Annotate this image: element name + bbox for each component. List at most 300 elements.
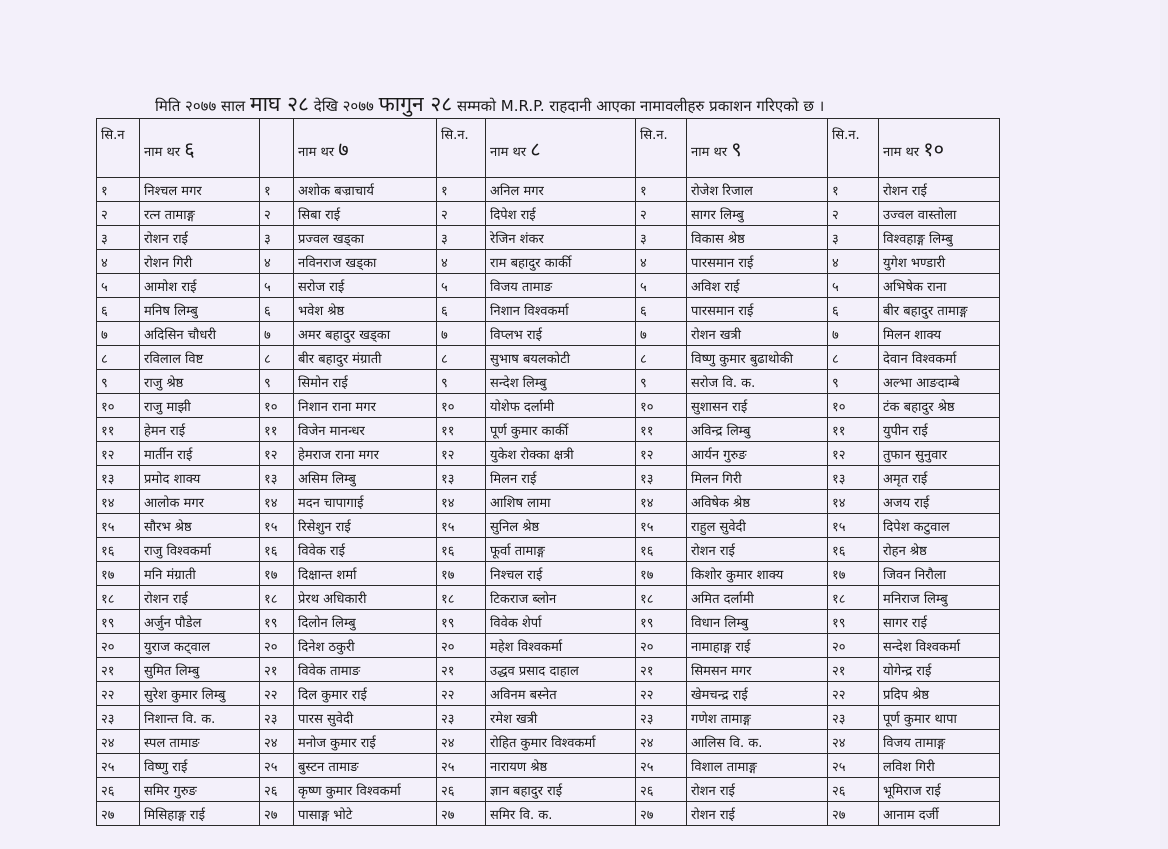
name-cell: सिमोन राई [294,370,437,394]
serial-cell: १५ [260,514,294,538]
table-row [97,658,1000,682]
serial-cell: १३ [828,466,879,490]
name-cell: निश्चल राई [486,562,636,586]
serial-cell: २५ [437,754,486,778]
serial-cell: २६ [636,778,687,802]
serial-cell: ४ [636,250,687,274]
name-cell: निशान राना मगर [294,394,437,418]
name-cell: रमेश खत्री [486,706,636,730]
serial-cell: १ [260,178,294,202]
serial-cell: ९ [636,370,687,394]
name-cell: मिलन शाक्य [879,322,1000,346]
table-row [97,370,1000,394]
serial-cell: १६ [97,538,140,562]
name-cell: मनिष लिम्बु [140,298,260,322]
name-cell: सुमित लिम्बु [140,658,260,682]
name-cell: गणेश तामाङ्ग [687,706,828,730]
name-cell: सिबा राई [294,202,437,226]
header-group-number: ९ [731,136,742,161]
name-cell: अभिषेक राना [879,274,1000,298]
name-cell: विष्णु कुमार बुढाथोकी [687,346,828,370]
name-cell: महेश विश्वकर्मा [486,634,636,658]
table-row [97,538,1000,562]
table-row [97,730,1000,754]
name-cell: रोशन राई [140,226,260,250]
serial-cell: १६ [260,538,294,562]
table-row [97,802,1000,826]
serial-cell: १० [437,394,486,418]
name-cell: रोशन राई [687,778,828,802]
header-name-1 [294,119,437,178]
name-cell: रोशन राई [687,538,828,562]
serial-cell: १२ [828,442,879,466]
serial-cell: ३ [437,226,486,250]
serial-cell: २४ [828,730,879,754]
serial-cell: २ [636,202,687,226]
name-cell: प्रदिप श्रेष्ठ [879,682,1000,706]
serial-cell: १४ [97,490,140,514]
name-cell: रोजेश रिजाल [687,178,828,202]
serial-cell: २० [636,634,687,658]
serial-cell: १३ [260,466,294,490]
serial-cell: ४ [260,250,294,274]
serial-cell: ११ [437,418,486,442]
serial-cell: २२ [97,682,140,706]
serial-cell: २१ [828,658,879,682]
header-name-label: नाम थर [490,144,527,160]
name-cell: लविश गिरी [879,754,1000,778]
serial-cell: १७ [636,562,687,586]
name-cell: आर्यन गुरुङ [687,442,828,466]
table-row [97,178,1000,202]
header-sn-0: सि.न [97,119,140,178]
serial-cell: २३ [97,706,140,730]
name-cell: मार्तीन राई [140,442,260,466]
serial-cell: १९ [828,610,879,634]
serial-cell: २ [260,202,294,226]
name-cell: विजय तामाङ्ग [879,730,1000,754]
serial-cell: १८ [97,586,140,610]
serial-cell: १६ [636,538,687,562]
serial-cell: २६ [260,778,294,802]
serial-cell: २२ [636,682,687,706]
name-cell: भवेश श्रेष्ठ [294,298,437,322]
serial-cell: ८ [636,346,687,370]
name-cell: विश्वहाङ्ग लिम्बु [879,226,1000,250]
name-cell: कृष्ण कुमार विश्वकर्मा [294,778,437,802]
table-row [97,754,1000,778]
serial-cell: ५ [97,274,140,298]
name-cell: टंक बहादुर श्रेष्ठ [879,394,1000,418]
name-cell: खेमचन्द्र राई [687,682,828,706]
serial-cell: २३ [636,706,687,730]
title-suffix: सम्मको M.R.P. राहदानी आएका नामावलीहरु प्रकाशन गरिएको छ । [457,97,825,115]
name-cell: राजु माझी [140,394,260,418]
name-cell: ज्ञान बहादुर राई [486,778,636,802]
name-cell: अजय राई [879,490,1000,514]
name-cell: विष्णु राई [140,754,260,778]
name-cell: पासाङ्ग भोटे [294,802,437,826]
serial-cell: ८ [97,346,140,370]
name-cell: नारायण श्रेष्ठ [486,754,636,778]
serial-cell: २१ [437,658,486,682]
serial-cell: १९ [437,610,486,634]
name-cell: हेमराज राना मगर [294,442,437,466]
serial-cell: २० [97,634,140,658]
serial-cell: ६ [636,298,687,322]
serial-cell: २४ [97,730,140,754]
serial-cell: २५ [97,754,140,778]
name-cell: रोशन गिरी [140,250,260,274]
name-cell: युकेश रोक्का क्षत्री [486,442,636,466]
table-row [97,250,1000,274]
name-cell: आनाम दर्जी [879,802,1000,826]
header-group-number: ६ [184,136,195,161]
serial-cell: १६ [437,538,486,562]
serial-cell: ३ [97,226,140,250]
name-cell: मदन चापागाई [294,490,437,514]
serial-cell: ५ [636,274,687,298]
serial-cell: २० [260,634,294,658]
name-cell: अदिसिन चौधरी [140,322,260,346]
name-cell: पारसमान राई [687,250,828,274]
name-cell: सन्देश विश्वकर्मा [879,634,1000,658]
serial-cell: २३ [828,706,879,730]
serial-cell: ७ [437,322,486,346]
table-row [97,418,1000,442]
document-title [155,90,1035,118]
header-name-label: नाम थर [144,144,181,160]
name-cell: अविषेक श्रेष्ठ [687,490,828,514]
serial-cell: २१ [636,658,687,682]
table-row [97,226,1000,250]
name-cell: निशान विश्वकर्मा [486,298,636,322]
header-name-0 [140,119,260,178]
name-cell: विजेन मानन्धर [294,418,437,442]
name-cell: आलिस वि. क. [687,730,828,754]
name-cell: रोहन श्रेष्ठ [879,538,1000,562]
name-cell: राजु विश्वकर्मा [140,538,260,562]
name-cell: दिल कुमार राई [294,682,437,706]
serial-cell: २३ [437,706,486,730]
name-cell: स्पल तामाङ [140,730,260,754]
name-cell: सुनिल श्रेष्ठ [486,514,636,538]
serial-cell: ४ [97,250,140,274]
serial-cell: ३ [636,226,687,250]
name-cell: राजु श्रेष्ठ [140,370,260,394]
header-group-number: ७ [338,136,349,161]
name-cell: सरोज राई [294,274,437,298]
name-cell: भूमिराज राई [879,778,1000,802]
name-cell: तुफान सुनुवार [879,442,1000,466]
serial-cell: ११ [260,418,294,442]
table-row [97,562,1000,586]
name-cell: आमोश राई [140,274,260,298]
serial-cell: १० [97,394,140,418]
name-cell: प्रज्वल खड्का [294,226,437,250]
serial-cell: २३ [260,706,294,730]
name-cell: रोशन राई [140,586,260,610]
name-cell: सिमसन मगर [687,658,828,682]
serial-cell: ९ [828,370,879,394]
serial-cell: १७ [828,562,879,586]
serial-cell: १२ [260,442,294,466]
name-cell: सरोज वि. क. [687,370,828,394]
header-group-number: १० [923,136,945,161]
name-cell: पूर्ण कुमार कार्की [486,418,636,442]
name-cell: विवेक शेर्पा [486,610,636,634]
name-cell: टिकराज ब्लोन [486,586,636,610]
serial-cell: २६ [97,778,140,802]
name-cell: मिसिहाङ्ग राई [140,802,260,826]
title-mid: देखि २०७७ [313,97,374,115]
header-name-label: नाम थर [298,144,335,160]
name-cell: बीर बहादुर मंग्राती [294,346,437,370]
serial-cell: ७ [97,322,140,346]
name-cell: रोशन खत्री [687,322,828,346]
serial-cell: ११ [97,418,140,442]
name-cell: दिलोन लिम्बु [294,610,437,634]
name-cell: देवान विश्वकर्मा [879,346,1000,370]
serial-cell: १४ [260,490,294,514]
serial-cell: २७ [437,802,486,826]
header-name-label: नाम थर [883,144,920,160]
serial-cell: ९ [437,370,486,394]
serial-cell: १३ [636,466,687,490]
name-cell: नामाहाङ्ग राई [687,634,828,658]
name-cell: फूर्वा तामाङ्ग [486,538,636,562]
name-cell: अल्भा आङदाम्बे [879,370,1000,394]
name-cell: बुस्टन तामाङ [294,754,437,778]
serial-cell: ७ [828,322,879,346]
name-cell: विवेक तामाङ [294,658,437,682]
serial-cell: २४ [437,730,486,754]
serial-cell: १८ [437,586,486,610]
serial-cell: २४ [260,730,294,754]
serial-cell: १९ [636,610,687,634]
serial-cell: १५ [636,514,687,538]
name-cell: योगेन्द्र राई [879,658,1000,682]
title-month-end: फागुन २८ [378,92,453,116]
serial-cell: १० [260,394,294,418]
serial-cell: १२ [97,442,140,466]
serial-cell: १४ [437,490,486,514]
serial-cell: १ [437,178,486,202]
name-cell: रोहित कुमार विश्वकर्मा [486,730,636,754]
serial-cell: २७ [636,802,687,826]
serial-cell: २७ [260,802,294,826]
serial-cell: १० [636,394,687,418]
serial-cell: १८ [636,586,687,610]
name-cell: युपीन राई [879,418,1000,442]
table-row [97,682,1000,706]
name-cell: पारस सुवेदी [294,706,437,730]
name-cell: रिसेशुन राई [294,514,437,538]
name-cell: सन्देश लिम्बु [486,370,636,394]
name-cell: आशिष लामा [486,490,636,514]
serial-cell: १७ [437,562,486,586]
serial-cell: २१ [97,658,140,682]
name-cell: सागर लिम्बु [687,202,828,226]
table-row [97,346,1000,370]
name-cell: किशोर कुमार शाक्य [687,562,828,586]
table-row [97,442,1000,466]
name-cell: प्रेरथ अधिकारी [294,586,437,610]
name-cell: सौरभ श्रेष्ठ [140,514,260,538]
serial-cell: ११ [828,418,879,442]
serial-cell: १ [636,178,687,202]
name-cell: सुशासन राई [687,394,828,418]
name-cell: सुरेश कुमार लिम्बु [140,682,260,706]
name-cell: मनि मंग्राती [140,562,260,586]
serial-cell: २१ [260,658,294,682]
table-row [97,610,1000,634]
serial-cell: २२ [260,682,294,706]
serial-cell: ८ [260,346,294,370]
table-row [97,298,1000,322]
serial-cell: ८ [437,346,486,370]
serial-cell: १६ [828,538,879,562]
title-prefix: मिति २०७७ साल [155,97,246,115]
name-cell: अमृत राई [879,466,1000,490]
name-cell: दिनेश ठकुरी [294,634,437,658]
serial-cell: १३ [97,466,140,490]
serial-cell: ४ [437,250,486,274]
name-cell: युराज कट्वाल [140,634,260,658]
table-row [97,490,1000,514]
serial-cell: १९ [97,610,140,634]
table-row [97,322,1000,346]
serial-cell: १७ [97,562,140,586]
serial-cell: ६ [97,298,140,322]
serial-cell: २ [97,202,140,226]
serial-cell: ४ [828,250,879,274]
serial-cell: २२ [828,682,879,706]
serial-cell: २७ [97,802,140,826]
name-cell: विजय तामाङ [486,274,636,298]
serial-cell: ६ [437,298,486,322]
header-sn-1 [260,119,294,178]
table-row [97,274,1000,298]
name-cell: सागर राई [879,610,1000,634]
serial-cell: २० [437,634,486,658]
name-cell: विवेक राई [294,538,437,562]
name-cell: रोशन राई [687,802,828,826]
serial-cell: १९ [260,610,294,634]
name-cell: विशाल तामाङ्ग [687,754,828,778]
name-cell: अमित दर्लामी [687,586,828,610]
serial-cell: ३ [260,226,294,250]
serial-cell: ६ [260,298,294,322]
name-cell: अविन्द्र लिम्बु [687,418,828,442]
serial-cell: २२ [437,682,486,706]
name-cell: दिपेश राई [486,202,636,226]
name-cell: हेमन राई [140,418,260,442]
serial-cell: २० [828,634,879,658]
serial-cell: १ [97,178,140,202]
name-cell: विप्लभ राई [486,322,636,346]
name-cell: जिवन निरौला [879,562,1000,586]
serial-cell: १८ [260,586,294,610]
header-name-label: नाम थर [691,144,728,160]
name-cell: मनोज कुमार राई [294,730,437,754]
name-cell: मिलन गिरी [687,466,828,490]
serial-cell: १५ [97,514,140,538]
name-cell: मनिराज लिम्बु [879,586,1000,610]
table-body [97,178,1000,826]
name-cell: निशान्त वि. क. [140,706,260,730]
name-cell: रोशन राई [879,178,1000,202]
serial-cell: १४ [828,490,879,514]
serial-cell: २५ [636,754,687,778]
name-cell: विधान लिम्बु [687,610,828,634]
serial-cell: ७ [636,322,687,346]
header-name-3 [687,119,828,178]
name-cell: दिक्षान्त शर्मा [294,562,437,586]
name-cell: नविनराज खड्का [294,250,437,274]
name-cell: पूर्ण कुमार थापा [879,706,1000,730]
serial-cell: १५ [828,514,879,538]
table-row [97,634,1000,658]
table-row [97,586,1000,610]
name-cell: समिर गुरुङ [140,778,260,802]
serial-cell: १२ [437,442,486,466]
serial-cell: १३ [437,466,486,490]
name-cell: बीर बहादुर तामाङ्ग [879,298,1000,322]
table-row [97,514,1000,538]
name-cell: निश्चल मगर [140,178,260,202]
serial-cell: २५ [260,754,294,778]
serial-cell: २५ [828,754,879,778]
name-cell: अविनम बस्नेत [486,682,636,706]
serial-cell: ५ [828,274,879,298]
name-cell: योशेफ दर्लामी [486,394,636,418]
name-cell: आलोक मगर [140,490,260,514]
serial-cell: ३ [828,226,879,250]
serial-cell: २४ [636,730,687,754]
serial-cell: २ [437,202,486,226]
name-cell: अनिल मगर [486,178,636,202]
table-row [97,394,1000,418]
name-cell: उज्वल वास्तोला [879,202,1000,226]
serial-cell: ८ [828,346,879,370]
name-cell: उद्धव प्रसाद दाहाल [486,658,636,682]
serial-cell: १४ [636,490,687,514]
title-month-start: माघ २८ [250,92,309,116]
serial-cell: ७ [260,322,294,346]
table-header-row [97,119,1000,178]
name-cell: अशोक बज्राचार्य [294,178,437,202]
name-cell: अविश राई [687,274,828,298]
serial-cell: ९ [97,370,140,394]
name-cell: अर्जुन पौडेल [140,610,260,634]
name-cell: दिपेश कटुवाल [879,514,1000,538]
header-name-2 [486,119,636,178]
table-row [97,466,1000,490]
serial-cell: १० [828,394,879,418]
name-cell: युगेश भण्डारी [879,250,1000,274]
header-group-number: ८ [530,136,541,161]
serial-cell: १७ [260,562,294,586]
serial-cell: २७ [828,802,879,826]
table-row [97,778,1000,802]
names-table [96,118,1000,826]
table-row [97,202,1000,226]
serial-cell: ११ [636,418,687,442]
name-cell: रविलाल विष्ट [140,346,260,370]
header-name-4 [879,119,1000,178]
name-cell: राहुल सुवेदी [687,514,828,538]
